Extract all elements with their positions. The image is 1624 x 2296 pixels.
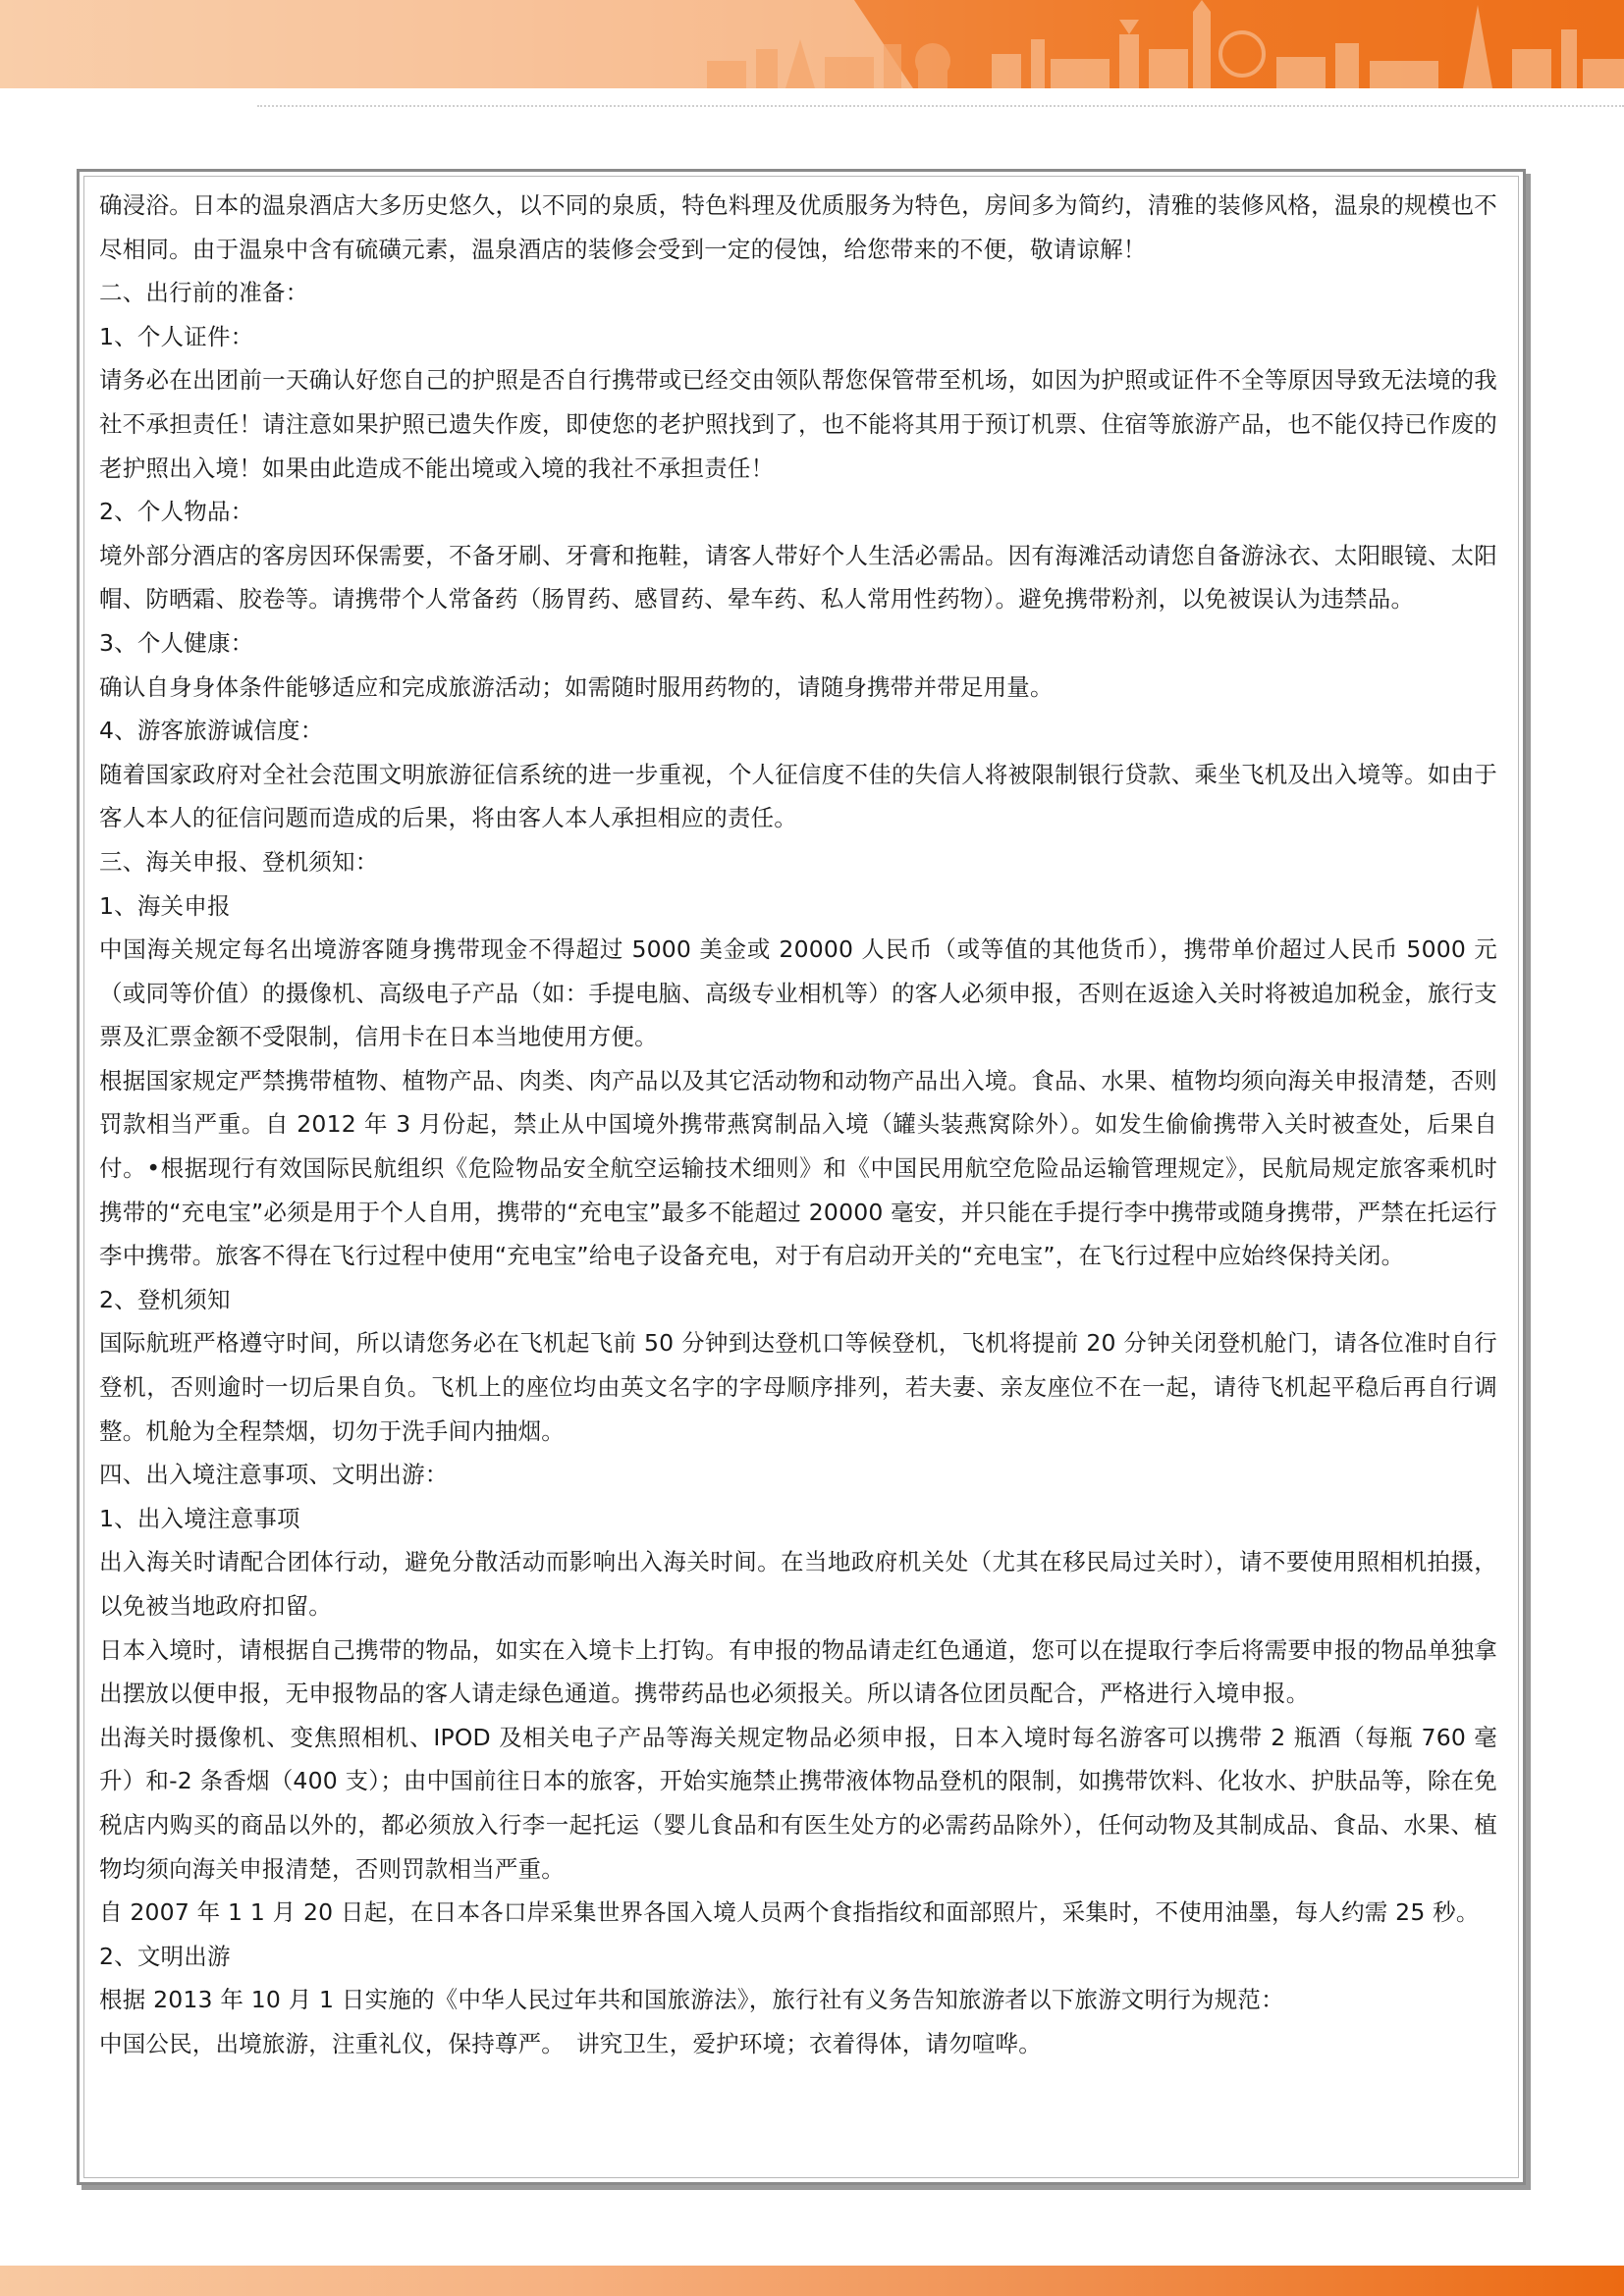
subsection-heading: 2、登机须知	[99, 1285, 231, 1313]
paragraph: 境外部分酒店的客房因环保需要，不备牙刷、牙膏和拖鞋，请客人带好个人生活必需品。因有海滩活动请您自备游泳衣、太阳眼镜、太阳帽、防晒霜、胶卷等。请携带个人常备药（肠胃药、感冒药、晕车药、私人常用性药物）。避免携带粉剂，以免被误认为违禁品。	[99, 541, 1497, 614]
paragraph: 随着国家政府对全社会范围文明旅游征信系统的进一步重视，个人征信度不佳的失信人将被限制银行贷款、乘坐飞机及出入境等。如由于客人本人的征信问题而造成的后果，将由客人本人承担相应的责任。	[99, 760, 1497, 832]
paragraph: 中国公民，出境旅游，注重礼仪，保持尊严。 讲究卫生，爱护环境；衣着得体，请勿喧哗。	[99, 2029, 1042, 2057]
paragraph: 自 2007 年 1 1 月 20 日起，在日本各口岸采集世界各国入境人员两个食指指纹和面部照片，采集时，不使用油墨，每人约需 25 秒。	[99, 1898, 1480, 1927]
paragraph: 日本入境时，请根据自己携带的物品，如实在入境卡上打钩。有申报的物品请走红色通道，您可以在提取行李后将需要申报的物品单独拿出摆放以便申报，无申报物品的客人请走绿色通道。携带药品也必须报关。所以请各位团员配合，严格进行入境申报。	[99, 1635, 1497, 1708]
paragraph: 出海关时摄像机、变焦照相机、IPOD 及相关电子产品等海关规定物品必须申报，日本入境时每名游客可以携带 2 瓶酒（每瓶 760 毫升）和-2 条香烟（400 支）；由中国前往日本的旅客，开始实施禁止携带液体物品登机的限制，如携带饮料、化妆水、护肤品等，除在免税店内购买的商品以外的，都必须放入行李一起托运（婴儿食品和有医生处方的必需药品除外），任何动物及其制成品、食品、水果、植物均须向海关申报清楚，否则罚款相当严重。	[99, 1723, 1497, 1883]
section-heading: 三、海关申报、登机须知：	[99, 847, 379, 876]
section-heading: 二、出行前的准备：	[99, 279, 309, 307]
content-frame	[77, 169, 1526, 2185]
paragraph: 国际航班严格遵守时间，所以请您务必在飞机起飞前 50 分钟到达登机口等候登机，飞机将提前 20 分钟关闭登机舱门，请各位准时自行登机，否则逾时一切后果自负。飞机上的座位均由英文名字的字母顺序排列，若夫妻、亲友座位不在一起，请待飞机起平稳后再自行调整。机舱为全程禁烟，切勿于洗手间内抽烟。	[99, 1329, 1497, 1445]
footer-banner	[0, 2266, 1624, 2296]
section-heading: 四、出入境注意事项、文明出游：	[99, 1461, 449, 1489]
subsection-heading: 4、游客旅游诚信度：	[99, 717, 324, 745]
paragraph: 出入海关时请配合团体行动，避免分散活动而影响出入海关时间。在当地政府机关处（尤其在移民局过关时），请不要使用照相机拍摄，以免被当地政府扣留。	[99, 1548, 1497, 1620]
paragraph: 根据国家规定严禁携带植物、植物产品、肉类、肉产品以及其它活动物和动物产品出入境。食品、水果、植物均须向海关申报清楚，否则罚款相当严重。自 2012 年 3 月份起，禁止从中国境外携带燕窝制品入境（罐头装燕窝除外）。如发生偷偷携带入关时被查处，后果自付。•根据现行有效国际民航组织《危险物品安全航空运输技术细则》和《中国民用航空危险品运输管理规定》，民航局规定旅客乘机时携带的“充电宝”必须是用于个人自用，携带的“充电宝”最多不能超过 20000 毫安，并只能在手提行李中携带或随身携带，严禁在托运行李中携带。旅客不得在飞行过程中使用“充电宝”给电子设备充电，对于有启动开关的“充电宝”，在飞行过程中应始终保持关闭。	[99, 1066, 1497, 1270]
subsection-heading: 1、海关申报	[99, 891, 231, 920]
paragraph: 请务必在出团前一天确认好您自己的护照是否自行携带或已经交由领队帮您保管带至机场，如因为护照或证件不全等原因导致无法境的我社不承担责任！请注意如果护照已遗失作废，即使您的老护照找到了，也不能将其用于预订机票、住宿等旅游产品，也不能仅持已作废的老护照出入境！如果由此造成不能出境或入境的我社不承担责任！	[99, 366, 1497, 482]
subsection-heading: 1、出入境注意事项	[99, 1504, 300, 1532]
paragraph: 中国海关规定每名出境游客随身携带现金不得超过 5000 美金或 20000 人民币（或等值的其他货币），携带单价超过人民币 5000 元（或同等价值）的摄像机、高级电子产品（如：手提电脑、高级专业相机等）的客人必须申报，否则在返途入关时将被追加税金，旅行支票及汇票金额不受限制，信用卡在日本当地使用方便。	[99, 935, 1497, 1051]
city-skyline-icon	[0, 0, 1624, 88]
subsection-heading: 2、个人物品：	[99, 498, 254, 526]
document-body	[99, 184, 1497, 2066]
header-banner	[0, 0, 1624, 88]
paragraph: 确认自身身体条件能够适应和完成旅游活动；如需随时服用药物的，请随身携带并带足用量。	[99, 672, 1054, 701]
paragraph: 根据 2013 年 10 月 1 日实施的《中华人民过年共和国旅游法》，旅行社有义务告知旅游者以下旅游文明行为规范：	[99, 1986, 1284, 2014]
subsection-heading: 1、个人证件：	[99, 322, 254, 350]
paragraph: 确浸浴。日本的温泉酒店大多历史悠久，以不同的泉质，特色料理及优质服务为特色，房间多为简约，清雅的装修风格，温泉的规模也不尽相同。由于温泉中含有硫磺元素，温泉酒店的装修会受到一定的侵蚀，给您带来的不便，敬请谅解！	[99, 191, 1497, 263]
subsection-heading: 2、文明出游	[99, 1942, 231, 1970]
subsection-heading: 3、个人健康：	[99, 628, 254, 657]
header-divider	[257, 105, 1624, 107]
